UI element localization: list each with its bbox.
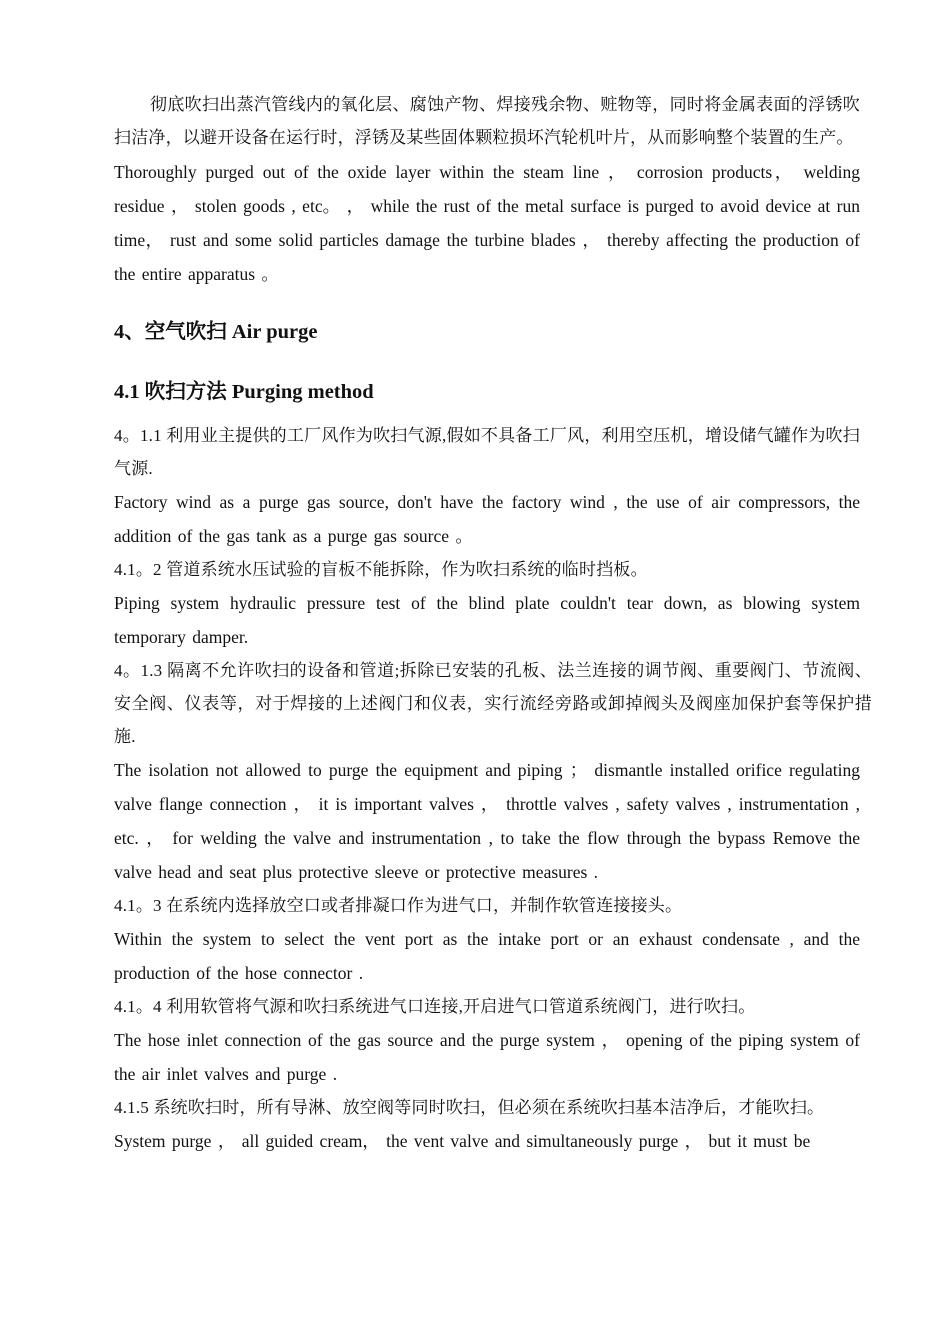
- section-4-1-heading: 4.1 吹扫方法 Purging method: [114, 381, 374, 403]
- item-4-1-3-en: The isolation not allowed to purge the equipment and piping ； dismantle installed orifice regulating valve flange connection ， it is important valves ， throttle valves , safety valves , instrumentation , etc. ， for welding the valve and instrumentation , to take the flow through the bypass Remove the valve head and seat plus protective sleeve or protective measures .: [114, 760, 860, 882]
- item-4-1-1-en: Factory wind as a purge gas source, don't have the factory wind , the use of air compressors, the addition of the gas tank as a purge gas source 。: [114, 492, 860, 546]
- item-4-1-3b-cn: 4.1。3 在系统内选择放空口或者排凝口作为进气口，并制作软管连接接头。: [114, 896, 683, 915]
- intro-en-paragraph: Thoroughly purged out of the oxide layer within the steam line ， corrosion products， welding residue ， stolen goods , etc。 ， while the rust of the metal surface is purged to avoid device at run time， rust and some solid particles damage the turbine blades ， thereby affecting the production of the entire apparatus 。: [114, 162, 860, 284]
- intro-cn-paragraph: 彻底吹扫出蒸汽管线内的氧化层、腐蚀产物、焊接残余物、赃物等，同时将金属表面的浮锈吹扫洁净，以避开设备在运行时，浮锈及某些固体颗粒损坏汽轮机叶片，从而影响整个装置的生产。: [114, 95, 860, 147]
- section-4-heading: 4、空气吹扫 Air purge: [114, 321, 318, 343]
- item-4-1-4-cn: 4.1。4 利用软管将气源和吹扫系统进气口连接,开启进气口管道系统阀门，进行吹扫。: [114, 997, 756, 1016]
- item-4-1-3b-en: Within the system to select the vent port as the intake port or an exhaust condensate , and the production of the hose connector .: [114, 929, 860, 983]
- item-4-1-4-en: The hose inlet connection of the gas source and the purge system ， opening of the piping system of the air inlet valves and purge .: [114, 1030, 860, 1084]
- item-4-1-5-en: System purge ， all guided cream， the vent valve and simultaneously purge ， but it must be: [114, 1131, 811, 1151]
- item-4-1-5-cn: 4.1.5 系统吹扫时，所有导淋、放空阀等同时吹扫，但必须在系统吹扫基本洁净后，才能吹扫。: [114, 1098, 825, 1117]
- item-4-1-2-cn: 4.1。2 管道系统水压试验的盲板不能拆除，作为吹扫系统的临时挡板。: [114, 560, 648, 579]
- document-page: [114, 88, 872, 1158]
- item-4-1-3-cn: 4。1.3 隔离不允许吹扫的设备和管道;拆除已安装的孔板、法兰连接的调节阀、重要阀门、节流阀、安全阀、仪表等，对于焊接的上述阀门和仪表，实行流经旁路或卸掉阀头及阀座加保护套等保护措施.: [114, 661, 872, 746]
- item-4-1-1-cn: 4。1.1 利用业主提供的工厂风作为吹扫气源,假如不具备工厂风，利用空压机，增设储气罐作为吹扫气源.: [114, 426, 860, 478]
- item-4-1-2-en: Piping system hydraulic pressure test of the blind plate couldn't tear down, as blowing system temporary damper.: [114, 593, 860, 647]
